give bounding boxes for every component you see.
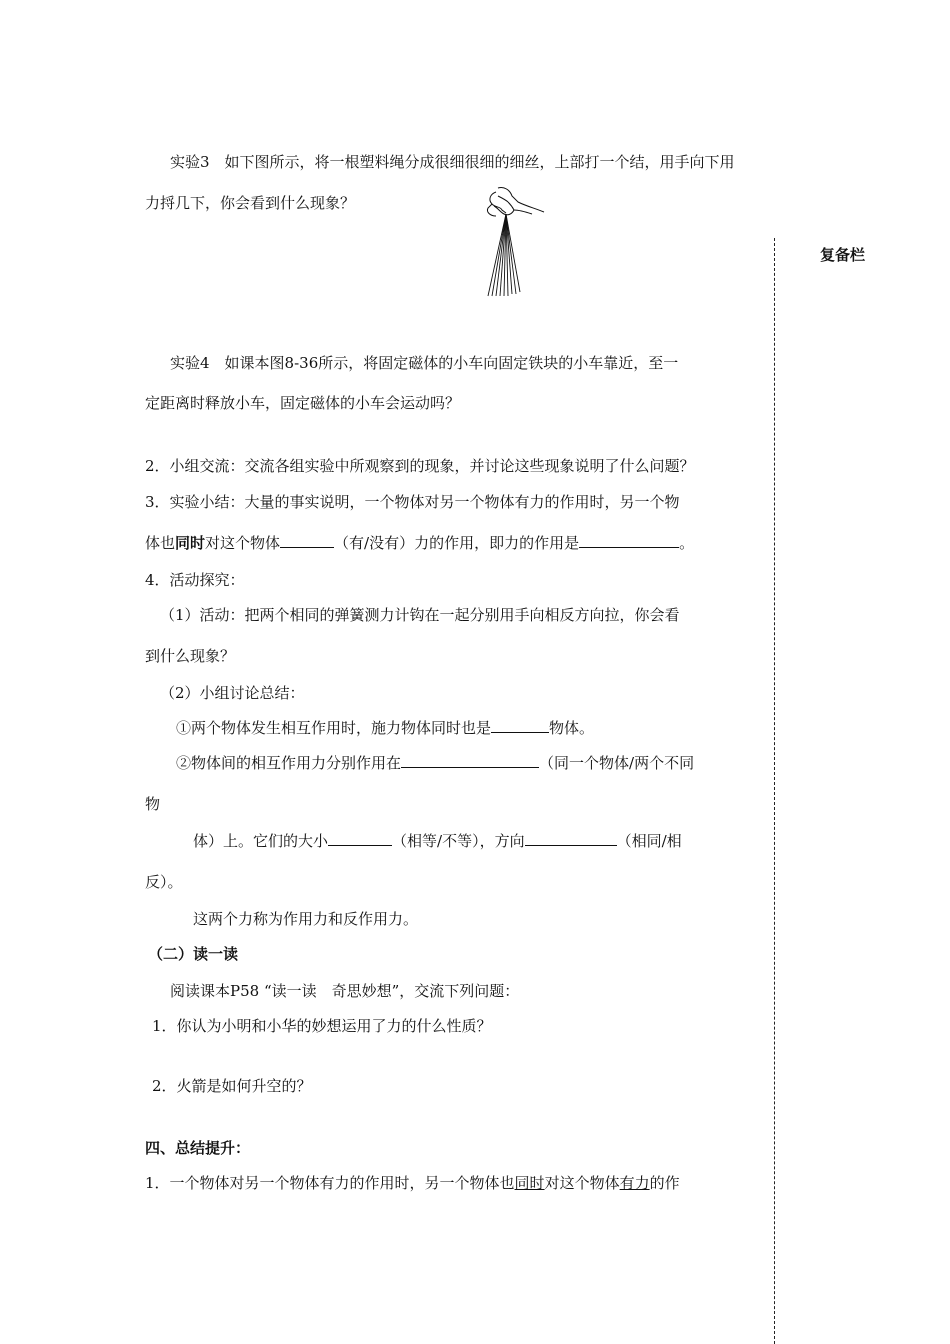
blank-has-force[interactable] bbox=[280, 533, 334, 548]
exp3-line2: 力捋几下，你会看到什么现象？ bbox=[145, 194, 356, 212]
read-question-1: 1．你认为小明和小华的妙想运用了力的什么性质？ bbox=[152, 1017, 492, 1035]
exp4-line2: 定距离时释放小车，固定磁体的小车会运动吗？ bbox=[145, 394, 461, 412]
point3-mid: （相等/不等），方向 bbox=[392, 832, 525, 850]
blank-force-nature[interactable] bbox=[579, 533, 679, 548]
item2-text: 2．小组交流：交流各组实验中所观察到的现象，并讨论这些现象说明了什么问题？ bbox=[145, 457, 695, 475]
point1-pre: ①两个物体发生相互作用时，施力物体同时也是 bbox=[176, 719, 492, 737]
item4-point4: 这两个力称为作用力和反作用力。 bbox=[193, 910, 419, 928]
exp4-line1: 实验4 如课本图8-36所示，将固定磁体的小车向固定铁块的小车靠近，至一 bbox=[170, 354, 679, 372]
blank-direction[interactable] bbox=[525, 831, 617, 846]
item3-end: 。 bbox=[679, 534, 695, 552]
item4-summary-title: （2）小组讨论总结： bbox=[160, 684, 305, 702]
item4-point3-wrap: 反）。 bbox=[145, 873, 183, 891]
read-question-2: 2．火箭是如何升空的？ bbox=[152, 1077, 312, 1095]
summary-underline-simultaneous: 同时 bbox=[514, 1174, 545, 1192]
exp3-line1: 实验3 如下图所示，将一根塑料绳分成很细很细的细丝，上部打一个结，用手向下用 bbox=[170, 153, 735, 171]
summary-heading: 四、总结提升： bbox=[145, 1139, 251, 1157]
hand-strands-figure bbox=[478, 186, 548, 298]
summary-mid: 对这个物体 bbox=[544, 1174, 620, 1192]
item3-options: （有/没有）力的作用，即力的作用是 bbox=[334, 534, 580, 552]
point2-pre: ②物体间的相互作用力分别作用在 bbox=[176, 754, 402, 772]
point2-post: （同一个物体/两个不同 bbox=[539, 754, 695, 772]
item4-activity-line1: （1）活动：把两个相同的弹簧测力计钩在一起分别用手向相反方向拉，你会看 bbox=[160, 606, 680, 624]
summary-pre: 1．一个物体对另一个物体有力的作用时，另一个物体也 bbox=[145, 1174, 515, 1192]
sidebar-divider bbox=[774, 238, 775, 1344]
item3-line2 bbox=[145, 533, 694, 553]
point3-post: （相同/相 bbox=[616, 832, 682, 850]
blank-act-on[interactable] bbox=[401, 753, 539, 768]
item4-title: 4．活动探究： bbox=[145, 571, 245, 589]
summary-underline-force: 有力 bbox=[619, 1174, 650, 1192]
point1-post: 物体。 bbox=[549, 719, 595, 737]
item4-activity-line2: 到什么现象？ bbox=[145, 647, 236, 665]
item4-point3 bbox=[193, 831, 682, 851]
summary-end: 的作 bbox=[649, 1174, 680, 1192]
point3-pre: 体）上。它们的大小 bbox=[193, 832, 329, 850]
read-heading: （二）读一读 bbox=[148, 945, 239, 963]
sidebar-title: 复备栏 bbox=[820, 246, 866, 264]
read-intro: 阅读课本P58 “读一读 奇思妙想”，交流下列问题： bbox=[170, 982, 520, 1000]
blank-receiving-body[interactable] bbox=[491, 718, 549, 733]
item3-bold-simultaneous: 同时 bbox=[175, 534, 206, 552]
item3-pre: 体也 bbox=[145, 534, 176, 552]
blank-magnitude[interactable] bbox=[328, 831, 392, 846]
item4-point2-wrap: 物 bbox=[145, 795, 161, 813]
summary-line1 bbox=[145, 1173, 680, 1193]
item3-mid: 对这个物体 bbox=[205, 534, 281, 552]
item4-point2 bbox=[176, 753, 694, 773]
item3-line1: 3．实验小结：大量的事实说明，一个物体对另一个物体有力的作用时，另一个物 bbox=[145, 493, 680, 511]
item4-point1 bbox=[176, 718, 594, 738]
